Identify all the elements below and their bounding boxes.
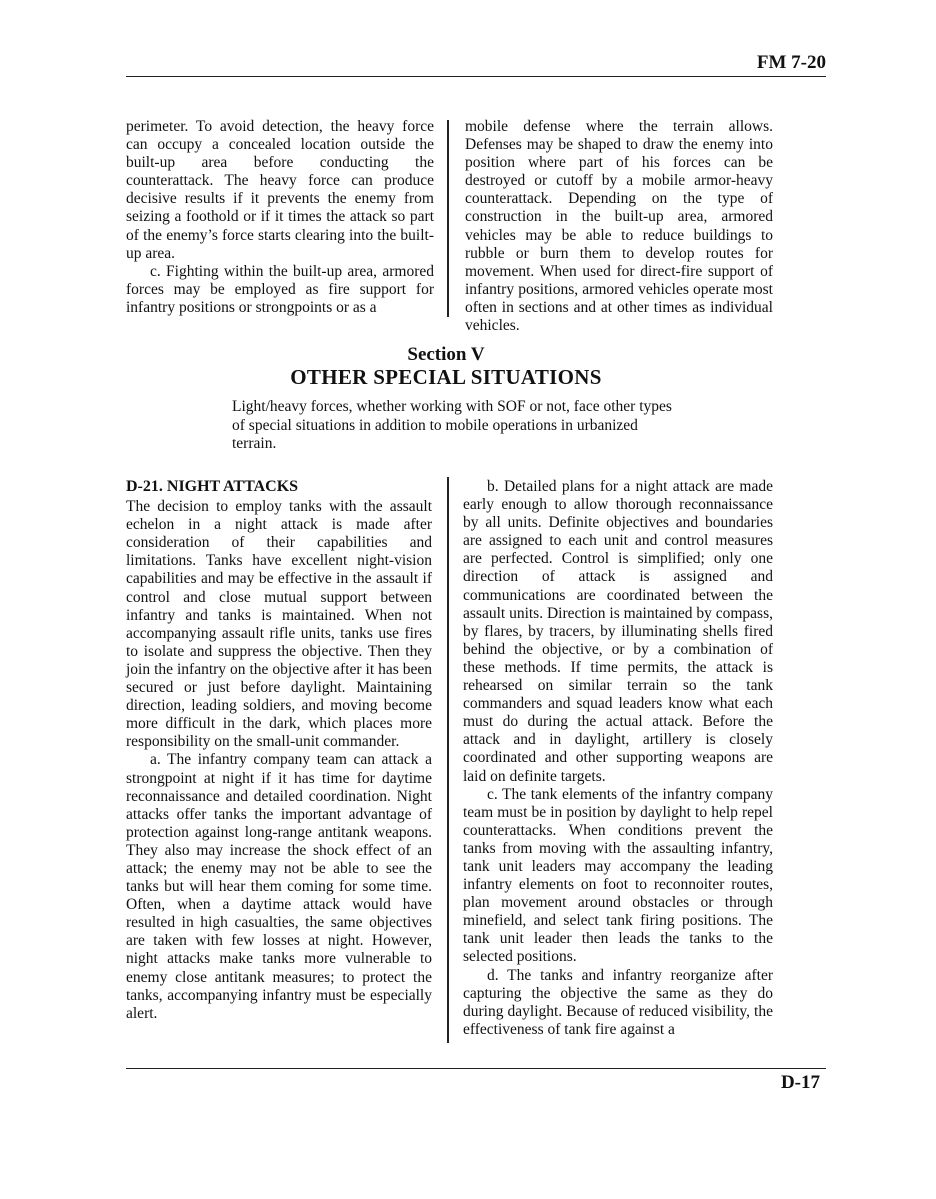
footer-rule <box>126 1068 826 1069</box>
paragraph: c. Fighting within the built-up area, armored forces may be employed as fire support for infantry positions or strongpoints or as a <box>126 262 434 316</box>
paragraph: a. The infantry company team can attack a strongpoint at night if it has time for daytime reconnaissance and detailed coordination. Night attacks offer tanks the important advantage of protection against long-range antitank weapons. They also may increase the shock effect of an attack; the enemy may not be able to see the tanks but will hear them coming for some time. Often, when a daytime attack would have resulted in high casualties, the same objectives are taken with few losses at night. However, night attacks make tanks more vulnerable to enemy close antitank measures; to protect the tanks, accompanying infantry must be especially alert. <box>126 751 432 1022</box>
column-divider <box>447 120 449 317</box>
page-number: D-17 <box>780 1072 820 1093</box>
header-rule <box>126 76 826 77</box>
top-right-column <box>465 118 773 335</box>
paragraph: mobile defense where the terrain allows. Defenses may be shaped to draw the enemy into position where part of his forces can be destroyed or cutoff by a mobile armor-heavy counterattack. Depending on the type of construction in the built-up area, armored vehicles may be able to reduce buildings to rubble or burn them to develop routes for movement. When used for direct-fire support of infantry positions, armored vehicles operate most often in sections and at other times as individual vehicles. <box>465 118 773 335</box>
column-divider <box>447 477 449 1043</box>
paragraph: c. The tank elements of the infantry company team must be in position by daylight to help repel counterattacks. When conditions prevent the tanks from moving with the assaulting infantry, tank unit leaders may accompany the leading infantry elements on foot to reconnoiter routes, plan movement around obstacles or through minefield, and select tank firing positions. The tank unit leader then leads the tanks to the selected positions. <box>463 785 773 966</box>
paragraph: The decision to employ tanks with the assault echelon in a night attack is made after consideration of their capabilities and limitations. Tanks have excellent night-vision capabilities and may be effective in the assault if control and close mutual support between infantry and tanks is maintained. When not accompanying assault rifle units, tanks use fires to isolate and suppress the objective. Then they join the infantry on the objective after it has been secured or just before daylight. Maintaining direction, leading soldiers, and moving become more difficult in the dark, which places more responsibility on the small-unit commander. <box>126 498 432 751</box>
paragraph: b. Detailed plans for a night attack are made early enough to allow thorough reconnaissance by all units. Definite objectives and boundaries are assigned to each unit and control measures are perfected. Control is simplified; only one direction of attack is assigned and communications are coordinated between the assault units. Direction is maintained by compass, by flares, by tracers, by illuminating shells fired behind the objective, or by a combination of these methods. If time permits, the attack is rehearsed on similar terrain so the tank commanders and squad leaders know what each must do during the actual attack. Before the attack and in daylight, artillery is closely coordinated and other supporting weapons are laid on definite targets. <box>463 478 773 785</box>
paragraph: d. The tanks and infantry reorganize after capturing the objective the same as they do during daylight. Because of reduced visibility, the effectiveness of tank fire against a <box>463 966 773 1038</box>
section-title: OTHER SPECIAL SITUATIONS <box>290 365 602 389</box>
paragraph: perimeter. To avoid detection, the heavy force can occupy a concealed location outside the built-up area before conducting the counterattack. The heavy force can produce decisive results if it prevents the enemy from seizing a foothold or if it times the attack so part of the enemy’s force starts clearing into the built-up area. <box>126 118 434 262</box>
night-attacks-right-column <box>463 478 773 1039</box>
night-attacks-left-column <box>126 478 432 1023</box>
running-header: FM 7-20 <box>756 52 826 73</box>
section-intro: Light/heavy forces, whether working with SOF or not, face other types of special situations in addition to mobile operations in urbanized terrain. <box>232 398 672 452</box>
paragraph-heading: D-21. NIGHT ATTACKS <box>126 478 299 495</box>
top-left-column <box>126 118 434 317</box>
section-number: Section V <box>407 344 485 365</box>
